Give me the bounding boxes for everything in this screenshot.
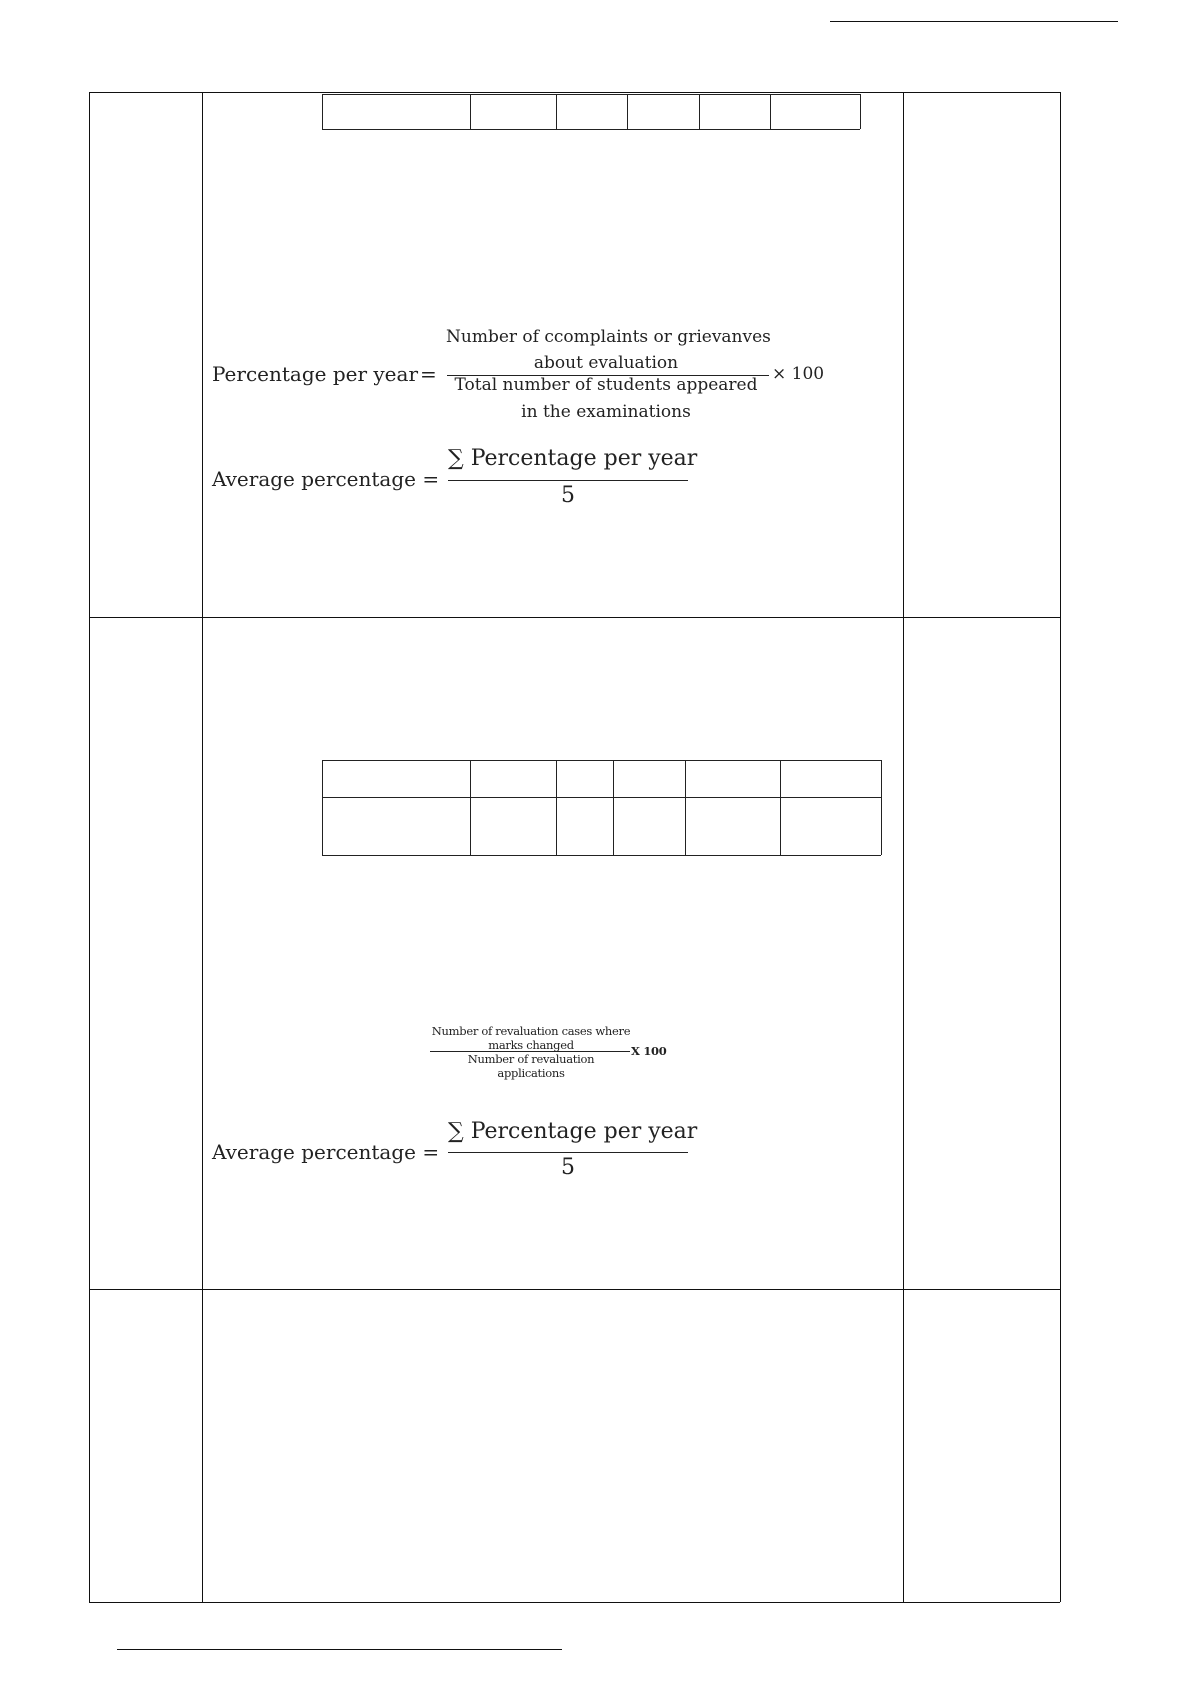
table2-col: [613, 760, 614, 855]
table1-col: [860, 94, 861, 129]
formula1-numerator-line2: about evaluation: [533, 353, 679, 373]
table2-col: [780, 760, 781, 855]
table2-col: [881, 760, 882, 855]
footer-rule: [117, 1649, 562, 1650]
formula1-equals: =: [420, 362, 437, 386]
table2-top: [322, 760, 881, 761]
formula4-denominator: 5: [561, 1155, 575, 1180]
table1-col: [627, 94, 628, 129]
formula3-numerator-line1: Number of revaluation cases where: [431, 1024, 631, 1038]
table1-col: [699, 94, 700, 129]
table2-bottom: [322, 855, 881, 856]
formula2-fraction-bar: [448, 480, 688, 481]
formula4-numerator: ∑ Percentage per year: [448, 1119, 698, 1144]
formula3-multiplier: X 100: [631, 1044, 667, 1058]
row-divider-1: [89, 617, 1060, 618]
header-rule: [830, 21, 1118, 22]
table-bottom-border: [89, 1602, 1060, 1603]
column-divider-1: [202, 92, 203, 1602]
table-top-border: [89, 92, 1060, 93]
column-divider-2: [903, 92, 904, 1602]
formula3-numerator-line2: marks changed: [488, 1038, 574, 1052]
row-divider-2: [89, 1289, 1060, 1290]
table-right-border: [1060, 92, 1061, 1602]
formula3-denominator-line2: applications: [497, 1066, 565, 1080]
formula2-denominator: 5: [561, 483, 575, 508]
table1-col: [470, 94, 471, 129]
formula1-label: Percentage per year: [212, 362, 419, 386]
table1-top: [322, 94, 860, 95]
formula4-label: Average percentage =: [212, 1140, 440, 1164]
table2-col: [470, 760, 471, 855]
formula1-denominator-line1: Total number of students appeared: [454, 375, 758, 395]
table2-col: [556, 760, 557, 855]
table1-bottom: [322, 129, 860, 130]
formula2-label: Average percentage =: [212, 467, 440, 491]
formula3-denominator-line1: Number of revaluation: [467, 1052, 595, 1066]
table2-col: [322, 760, 323, 855]
table2-middle: [322, 797, 881, 798]
formula2-numerator: ∑ Percentage per year: [448, 446, 698, 471]
formula1-denominator-line2: in the examinations: [521, 402, 691, 422]
formula4-fraction-bar: [448, 1152, 688, 1153]
table1-col: [322, 94, 323, 129]
table-left-border: [89, 92, 90, 1602]
table1-col: [556, 94, 557, 129]
table2-col: [685, 760, 686, 855]
formula1-multiplier: × 100: [772, 364, 825, 384]
table1-col: [770, 94, 771, 129]
formula1-numerator-line1: Number of ccomplaints or grievanves: [446, 327, 771, 347]
